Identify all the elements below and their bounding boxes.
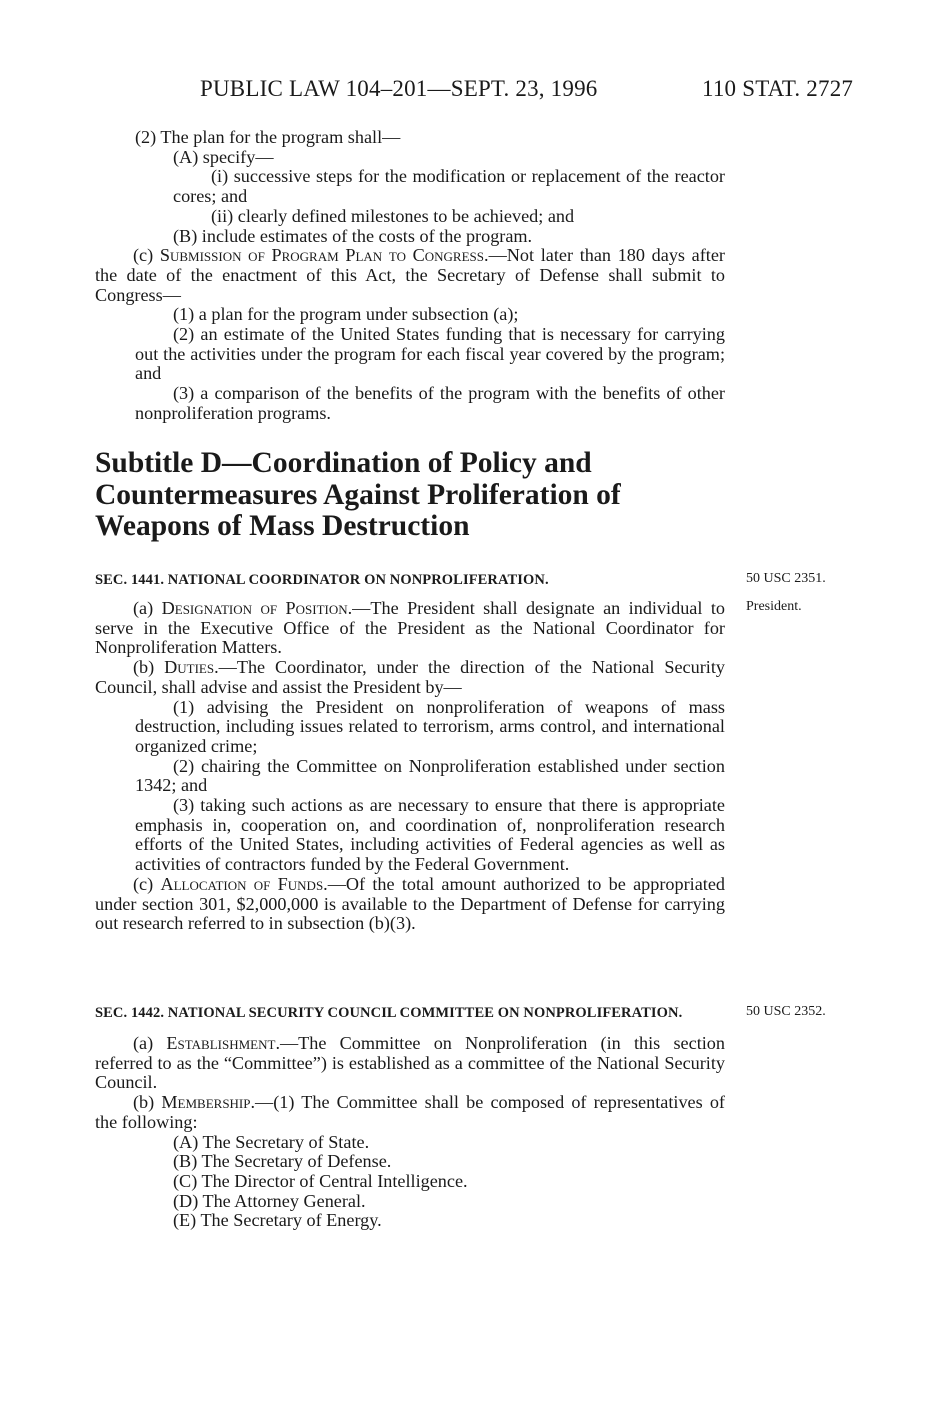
subsection-heading: Designation of Position <box>161 598 348 618</box>
subsection-heading: Submission of Program Plan to Congress <box>159 245 485 266</box>
subtitle-heading: Subtitle D—Coordination of Policy and Countermeasures Against Proliferation of Weapons of Mass Destruction <box>95 447 621 542</box>
subsection-heading: Establishment <box>166 1033 276 1053</box>
running-header-right: 110 STAT. 2727 <box>702 76 854 101</box>
subsection-text: .—The Committee on Nonproliferation (in this section referred to as the “Committee”) is established as a committee of the National Security Council. <box>95 1033 725 1093</box>
subsection-heading: Membership <box>161 1092 251 1113</box>
list-item: (A) The Secretary of State. <box>173 1131 370 1152</box>
section-1442 <box>95 1004 725 1231</box>
paragraph: (3) a comparison of the benefits of the program with the benefits of other nonproliferation programs. <box>135 383 725 423</box>
subsection-heading: Allocation of Funds <box>160 873 324 894</box>
subsection-text: .—The President shall designate an individual to serve in the Executive Office of the President as the National Coordinator for Nonproliferation Matters. <box>95 598 725 658</box>
list-item: (B) The Secretary of Defense. <box>173 1151 392 1172</box>
label: (a) <box>133 1033 167 1053</box>
subsection-text: .—(1) The Committee shall be composed of representatives of the following: <box>95 1092 725 1132</box>
label: (b) <box>133 1092 162 1113</box>
margin-note-usc: 50 USC 2352. <box>746 1004 826 1019</box>
subsection-text: .—The Coordinator, under the direction of the National Security Council, shall advise and assist the President by— <box>95 657 725 697</box>
subsection-c <box>95 875 725 934</box>
section-heading: SEC. 1441. NATIONAL COORDINATOR ON NONPROLIFERATION. <box>95 572 549 588</box>
subsection-c <box>95 246 725 305</box>
subsection-a <box>95 1034 725 1093</box>
section-heading: SEC. 1442. NATIONAL SECURITY COUNCIL COMMITTEE ON NONPROLIFERATION. <box>95 1005 683 1021</box>
list-item: (D) The Attorney General. <box>173 1190 366 1211</box>
paragraph: (A) specify— <box>173 146 274 167</box>
subsection-heading: Duties <box>164 657 215 678</box>
section-1441 <box>95 571 725 934</box>
paragraph: (1) a plan for the program under subsection (a); <box>173 304 519 325</box>
margin-note-president: President. <box>746 599 802 614</box>
subsection-b <box>95 1093 725 1132</box>
paragraph: (3) taking such actions as are necessary to ensure that there is appropriate emphasis in, cooperation on, and coordination of, nonproliferation research efforts of the United States, including activities of Federal agencies as well as activities of contractors funded by the Federal Government. <box>135 795 725 875</box>
list-item: (C) The Director of Central Intelligence. <box>173 1170 468 1191</box>
paragraph: (i) successive steps for the modification or replacement of the reactor cores; and <box>173 166 725 207</box>
label: (b) <box>133 657 165 678</box>
paragraph: (B) include estimates of the costs of the program. <box>173 225 533 246</box>
subsection-text: .—Of the total amount authorized to be appropriated under section 301, $2,000,000 is available to the Department of Defense for carrying out research referred to in subsection (b)(3). <box>95 873 725 934</box>
running-header-left: PUBLIC LAW 104–201—SEPT. 23, 1996 <box>200 76 598 101</box>
subsection-b <box>95 658 725 697</box>
subsection-text: .—Not later than 180 days after the date of the enactment of this Act, the Secretary of Defense shall submit to Congress— <box>95 245 725 305</box>
list-item: (E) The Secretary of Energy. <box>173 1210 382 1231</box>
paragraph: (2) The plan for the program shall— <box>135 127 401 147</box>
subsection-a <box>95 599 725 658</box>
paragraph: (2) an estimate of the United States funding that is necessary for carrying out the activities under the program for each fiscal year covered by the program; and <box>135 324 725 384</box>
paragraph: (2) chairing the Committee on Nonproliferation established under section 1342; and <box>135 755 725 796</box>
top-block <box>95 128 725 424</box>
label: (c) <box>133 873 161 894</box>
margin-note-usc: 50 USC 2351. <box>746 571 826 586</box>
paragraph: (1) advising the President on nonproliferation of weapons of mass destruction, including issues related to terrorism, arms control, and international organized crime; <box>135 696 725 756</box>
label: (c) <box>133 245 160 266</box>
label: (a) <box>133 598 162 618</box>
paragraph: (ii) clearly defined milestones to be achieved; and <box>211 205 575 226</box>
